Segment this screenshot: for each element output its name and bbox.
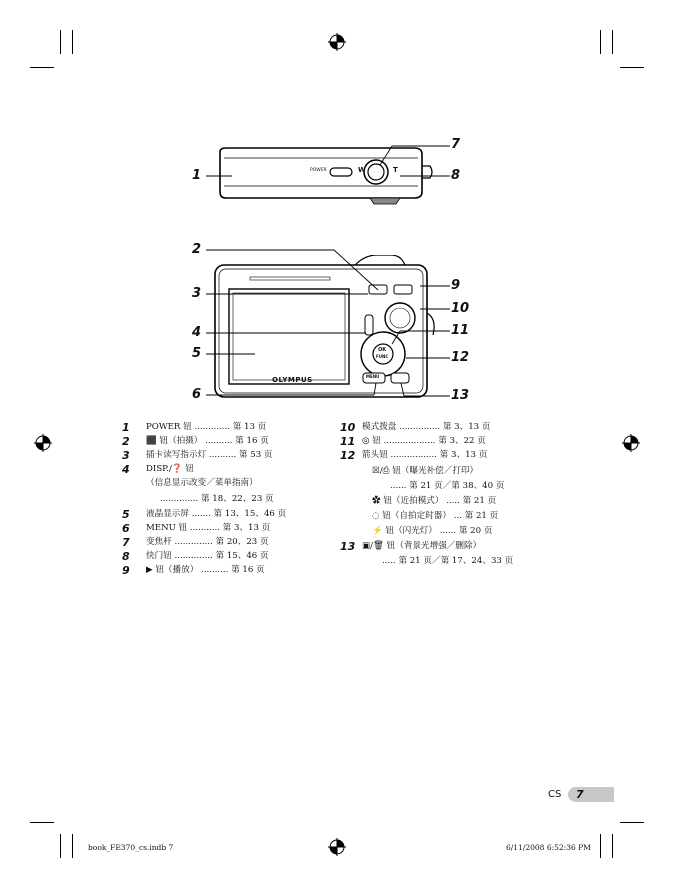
- legend-entry: 箭头钮 ................. 第 3、13 页: [362, 450, 488, 460]
- callout-1: 1: [192, 168, 202, 183]
- callout-4: 4: [192, 325, 202, 340]
- callout-12: 12: [451, 350, 470, 365]
- func-button-label: FUNC: [376, 354, 389, 359]
- callout-13: 13: [451, 388, 470, 403]
- callout-2: 2: [192, 242, 202, 257]
- legend-entry: 液晶显示屏 ....... 第 13、15、46 页: [146, 509, 287, 519]
- legend-entry: ☒/⎙ 钮（曝光补偿／打印）: [372, 466, 479, 476]
- registration-target-icon: [328, 838, 346, 856]
- menu-button-label: MENU: [366, 374, 380, 379]
- legend-num: 4: [122, 463, 130, 476]
- legend-entry: 变焦杆 .............. 第 20、23 页: [146, 537, 269, 547]
- legend-num: 12: [340, 449, 356, 462]
- callout-10: 10: [451, 301, 470, 316]
- legend-entry: POWER 钮 ............. 第 13 页: [146, 422, 267, 432]
- legend-entry: .............. 第 18、22、23 页: [160, 494, 274, 504]
- legend-entry: ..... 第 21 页／第 17、24、33 页: [382, 556, 514, 566]
- legend-num: 10: [340, 421, 356, 434]
- callout-7: 7: [451, 137, 461, 152]
- legend-entry: ...... 第 21 页／第 38、40 页: [390, 481, 505, 491]
- legend-num: 7: [122, 536, 130, 549]
- legend-num: 11: [340, 435, 356, 448]
- crop-mark: [612, 834, 613, 858]
- legend-entry: 插卡读写指示灯 .......... 第 53 页: [146, 450, 273, 460]
- legend-entry: 快门钮 .............. 第 15、46 页: [146, 551, 269, 561]
- callout-5: 5: [192, 346, 202, 361]
- legend-entry: ▶ 钮（播放） .......... 第 16 页: [146, 565, 265, 575]
- legend-num: 8: [122, 550, 130, 563]
- callout-lines: [0, 0, 674, 440]
- legend-num: 6: [122, 522, 130, 535]
- power-label: POWER: [310, 168, 327, 173]
- crop-mark: [600, 834, 601, 858]
- legend-num: 1: [122, 421, 130, 434]
- legend-entry: 模式拨盘 ............... 第 3、13 页: [362, 422, 491, 432]
- callout-6: 6: [192, 387, 202, 402]
- page-number: 7: [576, 788, 584, 801]
- legend-entry: MENU 钮 ........... 第 3、13 页: [146, 523, 271, 533]
- legend-entry: ◌ 钮（自拍定时器） ... 第 21 页: [372, 511, 499, 521]
- page-language: CS: [548, 789, 562, 800]
- ok-button-label: OK: [378, 347, 387, 353]
- legend-entry: ▣/🗑 钮（背景光增强／删除）: [362, 541, 482, 551]
- legend-num: 5: [122, 508, 130, 521]
- legend-entry: ◎ 钮 ................... 第 3、22 页: [362, 436, 486, 446]
- brand-label: OLYMPUS: [272, 376, 313, 384]
- legend-entry: ⚡ 钮（闪光灯） ...... 第 20 页: [372, 526, 493, 536]
- legend-entry: （信息显示改变／菜单指南）: [146, 478, 258, 488]
- crop-mark: [30, 822, 54, 823]
- callout-3: 3: [192, 286, 202, 301]
- legend-num: 3: [122, 449, 130, 462]
- legend-num: 9: [122, 564, 130, 577]
- footer-timestamp: 6/11/2008 6:52:36 PM: [506, 843, 591, 852]
- crop-mark: [72, 834, 73, 858]
- callout-11: 11: [451, 323, 470, 338]
- legend-entry: ⬛ 钮（拍摄） .......... 第 16 页: [146, 436, 269, 446]
- page-number-tab: [568, 787, 614, 802]
- legend-num: 2: [122, 435, 130, 448]
- legend-entry: ✿ 钮（近拍模式） ..... 第 21 页: [372, 496, 497, 506]
- callout-9: 9: [451, 278, 461, 293]
- crop-mark: [60, 834, 61, 858]
- crop-mark: [620, 822, 644, 823]
- callout-8: 8: [451, 168, 461, 183]
- zoom-w-label: W: [358, 166, 366, 174]
- legend-entry: DISP./❓ 钮: [146, 464, 194, 474]
- footer-file: book_FE370_cs.indb 7: [88, 843, 174, 852]
- zoom-t-label: T: [393, 166, 398, 174]
- legend-num: 13: [340, 540, 356, 553]
